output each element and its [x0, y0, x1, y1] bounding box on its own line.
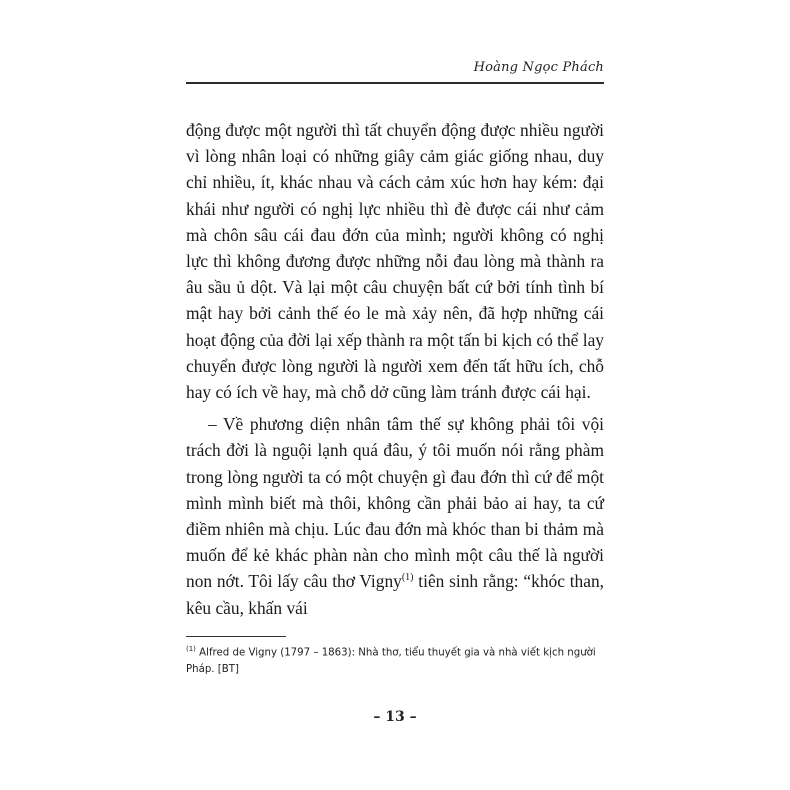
footnote-reference: (1) [401, 572, 414, 584]
paragraph-2-continuation: tiên sinh rằng: “khóc than, kêu cầu, khấn vái [186, 571, 604, 618]
header-rule [186, 82, 604, 84]
footnote [186, 641, 604, 678]
footnote-rule [186, 636, 286, 637]
body-text [186, 117, 604, 621]
paragraph-2 [186, 411, 604, 621]
page-number: – 13 – [373, 709, 417, 725]
running-header-author: Hoàng Ngọc Phách [473, 60, 604, 75]
paragraph-2-text: – Về phương diện nhân tâm thế sự không phải tôi vội trách đời là nguội lạnh quá đâu, ý tôi muốn nói rằng phàm trong lòng người ta có một chuyện gì đau đớn thì cứ để một mình mình biết mà thôi, không cần phải bảo ai hay, ta cứ điềm nhiên mà chịu. Lúc đau đớn mà khóc than bi thảm mà muốn để kẻ khác phàn nàn cho mình một câu thế là người non nớt. Tôi lấy câu thơ Vigny [186, 414, 604, 592]
paragraph-1: động được một người thì tất chuyển động được nhiều người vì lòng nhân loại có những giây cảm giác giống nhau, duy chỉ nhiều, ít, khác nhau và cách cảm xúc hơn hay kém: đại khái như người có nghị lực nhiều thì đè được cái như cảm mà chôn sâu cái đau đớn của mình; người không có nghị lực thì không đương được những nỗi đau lòng mà thành ra âu sầu ủ dột. Và lại một câu chuyện bất cứ bởi tính tình bí mật hay bởi cảnh thế éo le mà xảy nên, đã hợp những cái hoạt động của đời lại xếp thành ra một tấn bi kịch có thể lay chuyển được lòng người là người xem đến tất hữu ích, chỗ hay có ích về hay, mà chỗ dở cũng làm tránh được cái hại. [186, 120, 604, 403]
footnote-text: Alfred de Vigny (1797 – 1863): Nhà thơ, tiểu thuyết gia và nhà viết kịch người Pháp. [BT] [186, 647, 596, 676]
footnote-mark: (1) [186, 645, 196, 653]
